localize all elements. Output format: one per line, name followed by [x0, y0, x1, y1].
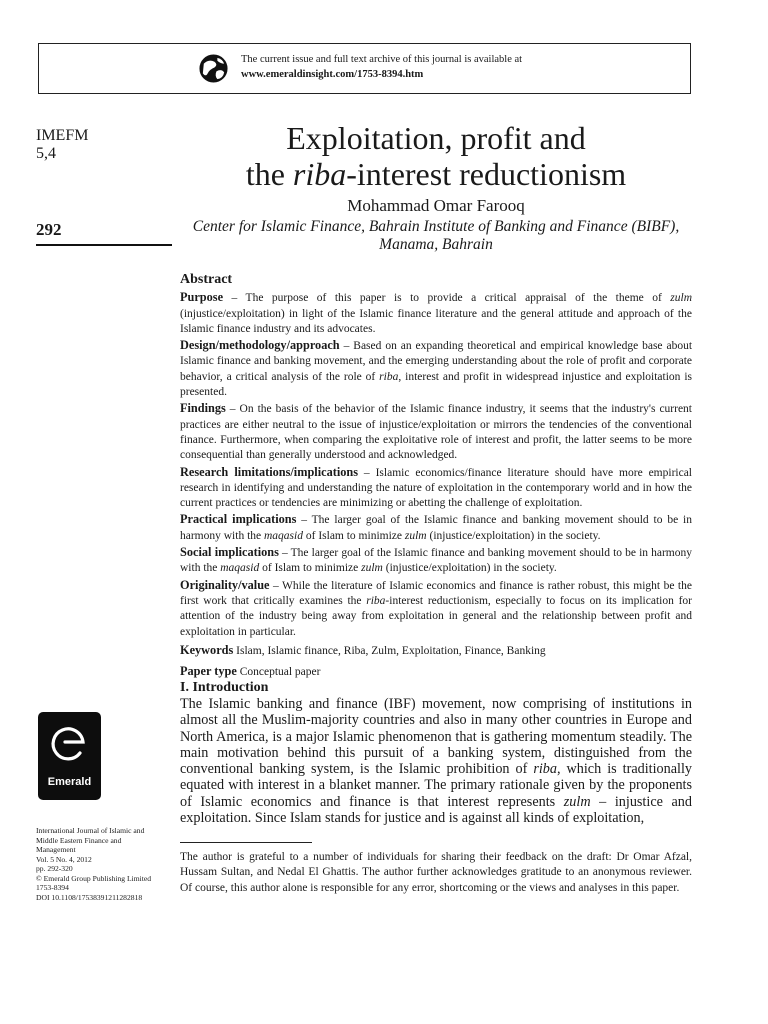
margin-rule: [36, 244, 172, 246]
journal-info: International Journal of Islamic and Middle Eastern Finance and Management Vol. 5 No. 4, 2012 pp. 292-320 © Emerald Group Publishing Limited 1753-8394 DOI 10.1108/17538391211282818: [36, 826, 152, 902]
section-heading-introduction: I. Introduction: [180, 680, 269, 695]
abstract-findings: Findings – On the basis of the behavior of the Islamic finance industry, it seems that the industry's current practices are either neutral to the issue of injustice/exploitation or mirrors the tendencies of the conventional finance. Furthermore, when comparing the exploitative role of interest and profit, the latter seems to be more consequential than generally understood and acknowledged.: [180, 401, 693, 462]
emerald-wordmark: Emerald: [47, 776, 92, 788]
emerald-e-icon: [47, 720, 92, 770]
paper-type: Paper type Conceptual paper: [180, 664, 321, 679]
abstract-research: Research limitations/implications – Islamic economics/finance literature should have more empirical research in identifying and understanding the nature of exploitation in the contemporary world and in how the current practices or tendencies are minimizing or abetting the challenge of exploitation.: [180, 464, 693, 510]
page-number: 292: [36, 220, 62, 239]
globe-icon: [198, 53, 229, 84]
footnote-rule: [180, 842, 312, 843]
journal-archive-banner: [38, 43, 691, 94]
journal-abbrev: IMEFM: [36, 127, 89, 144]
abstract-social: Social implications – The larger goal of the Islamic finance and banking movement should to be in harmony with the maqasid of Islam to minimize zulm (injustice/exploitation) in the society.: [180, 545, 692, 575]
footnote: The author is grateful to a number of individuals for sharing their feedback on the draft: Dr Omar Afzal, Hussam Sultan, and Nedal El Ghattis. The author further acknowledges gratitude to an anonymous reviewer. Of course, this author alone is responsible for any error, shortcoming or the views and analyses in this paper.: [180, 851, 692, 894]
keywords: Keywords Islam, Islamic finance, Riba, Zulm, Exploitation, Finance, Banking: [180, 642, 546, 657]
abstract-practical: Practical implications – The larger goal of the Islamic finance and banking movement should to be in harmony with the maqasid of Islam to minimize zulm (injustice/exploitation) in the society.: [180, 512, 692, 542]
author-affiliation: Center for Islamic Finance, Bahrain Institute of Banking and Finance (BIBF), Manama, Bahrain: [192, 218, 680, 253]
abstract-design: Design/methodology/approach – Based on an expanding theoretical and empirical knowledge base about Islamic finance and banking movement, and the emerging understanding about the role of profit and corporate behavior, a critical analysis of the role of riba, interest and profit in widespread injustice and exploitation is presented.: [180, 338, 693, 399]
banner-url[interactable]: www.emeraldinsight.com/1753-8394.htm: [241, 69, 424, 80]
emerald-logo: [38, 712, 101, 800]
paper-title: [180, 120, 692, 192]
author-name: Mohammad Omar Farooq: [347, 196, 525, 215]
banner-text: The current issue and full text archive of this journal is available at: [241, 54, 523, 65]
journal-volume: 5,4: [36, 145, 56, 162]
abstract-originality: Originality/value – While the literature of Islamic economics and finance is rather robust, this might be the first work that critically examines the riba-interest reductionism, especially to focus on its implication for attention of the industry being away from exploitation in general and the relationship between profit and exploitation in particular.: [180, 577, 692, 638]
journal-code: [36, 127, 88, 163]
abstract-purpose: Purpose – The purpose of this paper is to provide a critical appraisal of the theme of zulm (injustice/exploitation) in light of the Islamic finance literature and the general attitude and approach of the Islamic finance industry and its advocates.: [180, 290, 693, 335]
abstract: [180, 272, 692, 681]
title-line-1: Exploitation, profit and: [286, 120, 586, 156]
abstract-heading: Abstract: [180, 272, 233, 287]
title-line-2: the riba-interest reductionism: [245, 156, 627, 192]
introduction-paragraph: The Islamic banking and finance (IBF) movement, now comprising of institutions in almost all the Muslim-majority countries and also in many other countries in Europe and North America, is a major Islamic phenomenon that is gathering momentum steadily. The main motivation behind this pursuit of a banking system, distinguished from the conventional banking system, is the Islamic prohibition of riba, which is traditionally equated with interest in a blanket manner. The primary rationale given by the proponents of Islamic economics and finance is that interest represents zulm – injustice and exploitation. Since Islam stands for justice and is against all kinds of exploitation,: [180, 696, 692, 827]
